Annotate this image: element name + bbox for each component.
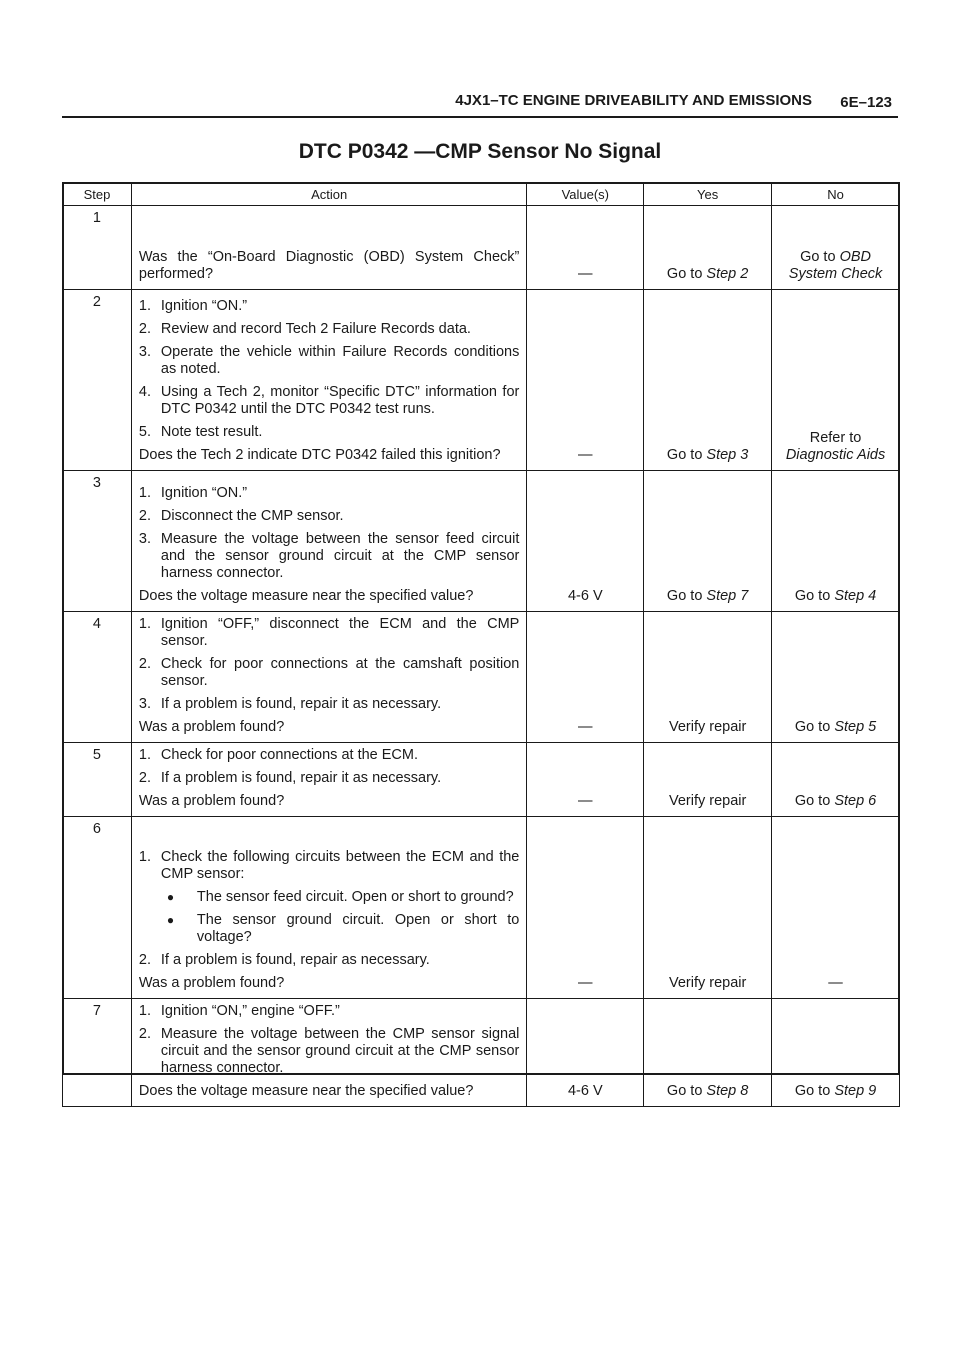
action-cell (131, 999, 526, 1107)
action-item (139, 344, 519, 378)
yes-cell (644, 612, 772, 743)
column-header-yes: Yes (644, 183, 772, 206)
value-cell: — (527, 290, 644, 471)
action-item-number: 2. (138, 770, 151, 786)
action-item-text: Ignition “ON,” engine “OFF.” (160, 1003, 340, 1019)
action-item-number: 4. (138, 384, 151, 400)
step-number: 2 (63, 290, 132, 471)
step-number: 5 (63, 743, 132, 817)
no-reference: Diagnostic Aids (785, 447, 886, 463)
action-item (139, 656, 519, 690)
table-row (63, 290, 900, 471)
step-number: 3 (63, 471, 132, 612)
action-item-text: If a problem is found, repair as necessary. (160, 952, 430, 968)
action-item-text: Measure the voltage between the CMP sensor signal circuit and the sensor ground circuit at the CMP sensor harness connector. (160, 1026, 520, 1076)
table-row (63, 743, 900, 817)
action-bullet (161, 912, 519, 946)
value-cell: 4-6 V (527, 471, 644, 612)
action-item (139, 321, 519, 338)
value-cell: — (527, 206, 644, 290)
action-item (139, 770, 519, 787)
action-item (139, 696, 519, 713)
action-bullet-text: The sensor ground circuit. Open or short to voltage? (196, 912, 520, 945)
action-item-number: 1. (138, 747, 151, 763)
yes-prefix: Verify repair (668, 975, 747, 991)
page-title: DTC P0342 —CMP Sensor No Signal (298, 140, 662, 163)
no-prefix: Refer to (809, 430, 862, 446)
action-item (139, 298, 519, 315)
no-cell (772, 290, 900, 471)
no-cell (772, 999, 900, 1107)
bullet-icon: ● (166, 913, 175, 927)
no-prefix: Go to (800, 249, 840, 265)
action-question: Does the Tech 2 indicate DTC P0342 failed this ignition? (138, 447, 501, 463)
page-header (62, 88, 898, 118)
action-item-text: Check the following circuits between the ECM and the CMP sensor: (160, 849, 520, 882)
no-cell (772, 612, 900, 743)
action-item-text: If a problem is found, repair it as necessary. (160, 696, 442, 712)
action-item-text: Disconnect the CMP sensor. (160, 508, 344, 524)
action-item-number: 3. (138, 696, 151, 712)
action-item (139, 849, 519, 883)
action-item-text: Note test result. (160, 424, 263, 440)
no-cell (772, 206, 900, 290)
table-row (63, 471, 900, 612)
no-prefix: Go to (794, 1083, 835, 1099)
yes-reference: Step 7 (706, 588, 749, 604)
action-cell (131, 612, 526, 743)
no-prefix: Go to (794, 588, 835, 604)
action-cell (131, 206, 526, 290)
action-item-number: 2. (138, 952, 151, 968)
action-item-text: Using a Tech 2, monitor “Specific DTC” information for DTC P0342 until the DTC P0342 test runs. (160, 384, 520, 417)
action-item-number: 2. (138, 321, 151, 337)
action-item (139, 1003, 519, 1020)
action-item (139, 508, 519, 525)
action-cell (131, 743, 526, 817)
action-item-text: Operate the vehicle within Failure Records conditions as noted. (160, 344, 520, 377)
action-cell (131, 471, 526, 612)
yes-prefix: Go to (666, 588, 707, 604)
value-cell: — (527, 817, 644, 999)
action-item-text: Ignition “ON.” (160, 485, 248, 501)
action-question: Was a problem found? (138, 719, 285, 735)
action-item (139, 1026, 519, 1077)
bullet-icon: ● (166, 890, 175, 904)
action-bullet-text: The sensor feed circuit. Open or short to ground? (196, 889, 514, 905)
table-body (63, 206, 900, 1107)
step-number: 6 (63, 817, 132, 999)
action-item-text: Check for poor connections at the camshaft position sensor. (160, 656, 520, 689)
action-item (139, 384, 519, 418)
action-item-text: Ignition “ON.” (160, 298, 248, 314)
section-title: 4JX1–TC ENGINE DRIVEABILITY AND EMISSIONS (455, 92, 812, 109)
yes-prefix: Go to (666, 447, 707, 463)
column-header-no: No (772, 183, 900, 206)
action-item-text: Check for poor connections at the ECM. (160, 747, 419, 763)
no-cell (772, 743, 900, 817)
action-cell (131, 290, 526, 471)
yes-cell (644, 817, 772, 999)
action-item (139, 747, 519, 764)
dtc-table (62, 182, 900, 1107)
action-item-number: 2. (138, 656, 151, 672)
yes-cell (644, 471, 772, 612)
column-header-action: Action (131, 183, 526, 206)
action-item-number: 2. (138, 508, 151, 524)
action-cell (131, 817, 526, 999)
action-item-number: 3. (138, 531, 151, 547)
value-cell: — (527, 743, 644, 817)
no-cell (772, 471, 900, 612)
no-cell (772, 817, 900, 999)
yes-reference: Step 2 (706, 266, 749, 282)
no-reference: Step 5 (834, 719, 877, 735)
table-row (63, 206, 900, 290)
column-header-step: Step (63, 183, 132, 206)
yes-cell (644, 999, 772, 1107)
no-reference: Step 4 (834, 588, 877, 604)
action-question: Does the voltage measure near the specified value? (138, 1083, 474, 1099)
action-question: Was a problem found? (138, 975, 285, 991)
action-item-number: 5. (138, 424, 151, 440)
action-bullet (161, 889, 519, 906)
no-prefix: Go to (794, 793, 835, 809)
step-number: 7 (63, 999, 132, 1107)
no-reference: Step 6 (834, 793, 877, 809)
action-item-number: 1. (138, 298, 151, 314)
yes-cell (644, 290, 772, 471)
yes-prefix: Verify repair (668, 793, 747, 809)
yes-prefix: Go to (666, 1083, 707, 1099)
step-number: 4 (63, 612, 132, 743)
action-item-text: Ignition “OFF,” disconnect the ECM and the CMP sensor. (160, 616, 520, 649)
no-prefix: Go to (794, 719, 835, 735)
action-item-number: 2. (138, 1026, 151, 1042)
action-item (139, 424, 519, 441)
column-header-values: Value(s) (527, 183, 644, 206)
table-header-row (63, 183, 900, 206)
action-item (139, 952, 519, 969)
action-item (139, 616, 519, 650)
action-item (139, 485, 519, 502)
action-item-text: Review and record Tech 2 Failure Records data. (160, 321, 471, 337)
action-item-number: 3. (138, 344, 151, 360)
yes-cell (644, 206, 772, 290)
action-item-number: 1. (138, 616, 151, 632)
yes-prefix: Go to (666, 266, 707, 282)
action-item-number: 1. (138, 1003, 151, 1019)
no-reference: Step 9 (834, 1083, 877, 1099)
action-question: Was a problem found? (138, 793, 285, 809)
yes-reference: Step 3 (706, 447, 749, 463)
value-cell: 4-6 V (527, 999, 644, 1107)
value-cell: — (527, 612, 644, 743)
table-row (63, 612, 900, 743)
action-item-text: Measure the voltage between the sensor feed circuit and the sensor ground circuit at the CMP sensor harness connector. (160, 531, 520, 581)
action-question: Was the “On-Board Diagnostic (OBD) System Check” performed? (138, 249, 520, 282)
yes-cell (644, 743, 772, 817)
yes-reference: Step 8 (706, 1083, 749, 1099)
action-item-number: 1. (138, 485, 151, 501)
action-question: Does the voltage measure near the specified value? (138, 588, 474, 604)
yes-prefix: Verify repair (668, 719, 747, 735)
no-reference: OBD System Check (788, 249, 883, 282)
action-item-number: 1. (138, 849, 151, 865)
page-number: 6E–123 (840, 94, 892, 111)
table-row (63, 817, 900, 999)
no-prefix: — (828, 975, 843, 991)
action-item-text: If a problem is found, repair it as necessary. (160, 770, 442, 786)
action-item (139, 531, 519, 582)
table-row (63, 999, 900, 1107)
step-number: 1 (63, 206, 132, 290)
